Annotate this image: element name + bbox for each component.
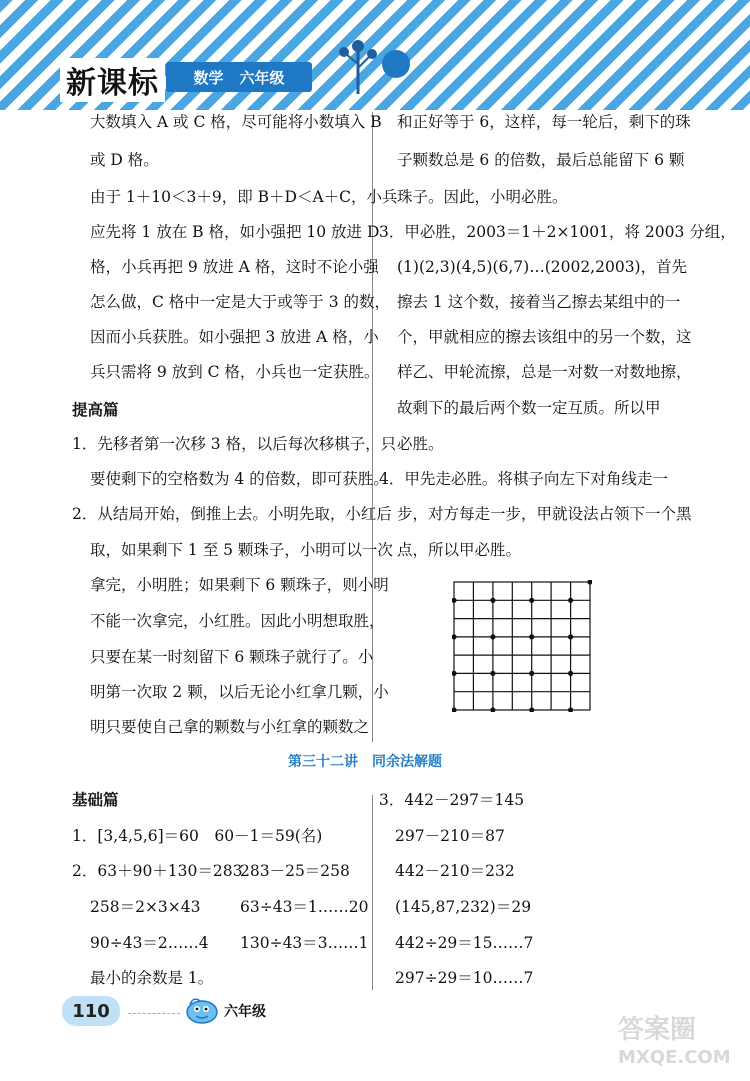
text-line: 3．442－297＝145 [379,791,525,809]
text-line: 3．甲必胜，2003＝1＋2×1001，将 2003 分组， [379,223,736,241]
column-divider-lower [372,795,373,990]
text-line: 兵只需将 9 放到 C 格，小兵也一定获胜。 [90,363,380,381]
text-line: 2．63＋90＋130＝283 [72,862,243,880]
tree-icon [330,34,420,98]
text-line: 应先将 1 放在 B 格，如小强把 10 放进 D [90,223,380,241]
text-line: 不能一次拿完，小红胜。因此小明想取胜， [90,612,385,630]
text-line: 442÷29＝15……7 [395,934,534,952]
text-line: 1．先移者第一次移 3 格，以后每次移棋子，只 [72,435,397,453]
chessboard-grid [452,580,592,712]
text-line: 4．甲先走必胜。将棋子向左下对角线走一 [379,470,668,488]
text-line: 最小的余数是 1。 [90,969,214,987]
text-line: 珠子。因此，小明必胜。 [397,188,568,206]
text-line: 要使剩下的空格数为 4 的倍数，即可获胜。 [90,470,389,488]
page-number: 110 [62,996,120,1026]
footer-divider [128,1013,180,1014]
text-line: 拿完，小明胜；如果剩下 6 颗珠子，则小明 [90,576,389,594]
text-line: 因而小兵获胜。如小强把 3 放进 A 格，小 [90,328,379,346]
mascot-icon [184,994,220,1026]
text-line: 63÷43＝1……20 [240,898,369,916]
text-line: 样乙、甲轮流擦，总是一对数一对数地擦， [397,363,692,381]
book-title: 新课标 [60,58,165,102]
text-line: 个，甲就相应的擦去该组中的另一个数，这 [397,328,692,346]
text-line: 故剩下的最后两个数一定互质。所以甲 [397,399,661,417]
subject-label: 数学 [193,68,224,87]
footer-grade: 六年级 [224,1004,266,1020]
text-line: 明第一次取 2 颗，以后无论小红拿几颗，小 [90,683,389,701]
text-line: 258＝2×3×43 [90,898,201,916]
text-line: 297÷29＝10……7 [395,969,534,987]
text-line: 297－210＝87 [395,827,505,845]
text-line: 2．从结局开始，倒推上去。小明先取，小红后 [72,505,392,523]
subject-band [166,62,312,92]
text-line: 只要在某一时刻留下 6 颗珠子就行了。小 [90,648,374,666]
text-line: 取，如果剩下 1 至 5 颗珠子，小明可以一次 [90,541,393,559]
text-line: 步，对方每走一步，甲就设法占领下一个黑 [397,505,692,523]
text-line: 或 D 格。 [90,151,159,169]
text-line: 130÷43＝3……1 [240,934,369,952]
text-line: 格，小兵再把 9 放进 A 格，这时不论小强 [90,258,379,276]
section-title: 第三十二讲 同余法解题 [288,754,442,770]
text-line: 明只要使自己拿的颗数与小红拿的颗数之 [90,718,370,736]
text-line: 90÷43＝2……4 [90,934,209,952]
watermark-line1: 答案圈 [618,1015,697,1045]
text-line: 和正好等于 6，这样，每一轮后，剩下的珠 [397,113,691,131]
text-line: (1)(2,3)(4,5)(6,7)…(2002,2003)，首先 [397,258,688,276]
jichu-heading: 基础篇 [72,791,119,809]
text-line: 283－25＝258 [240,862,350,880]
watermark [618,1016,731,1072]
text-line: 擦去 1 这个数，接着当乙擦去某组中的一 [397,293,681,311]
text-line: (145,87,232)＝29 [395,898,532,916]
text-line: 怎么做，C 格中一定是大于或等于 3 的数， [90,293,391,311]
text-line: 1．[3,4,5,6]＝60 60－1＝59(名) [72,827,323,845]
text-line: 由于 1＋10＜3＋9，即 B＋D＜A＋C，小兵 [90,188,398,206]
text-line: 大数填入 A 或 C 格，尽可能将小数填入 B [90,113,382,131]
text-line: 必胜。 [397,435,444,453]
grade-label: 六年级 [239,68,285,87]
watermark-line2: MXQE.COM [618,1047,731,1068]
tigao-heading: 提高篇 [72,401,119,419]
text-line: 点，所以甲必胜。 [397,541,522,559]
text-line: 子颗数总是 6 的倍数，最后总能留下 6 颗 [397,151,685,169]
text-line: 442－210＝232 [395,862,515,880]
